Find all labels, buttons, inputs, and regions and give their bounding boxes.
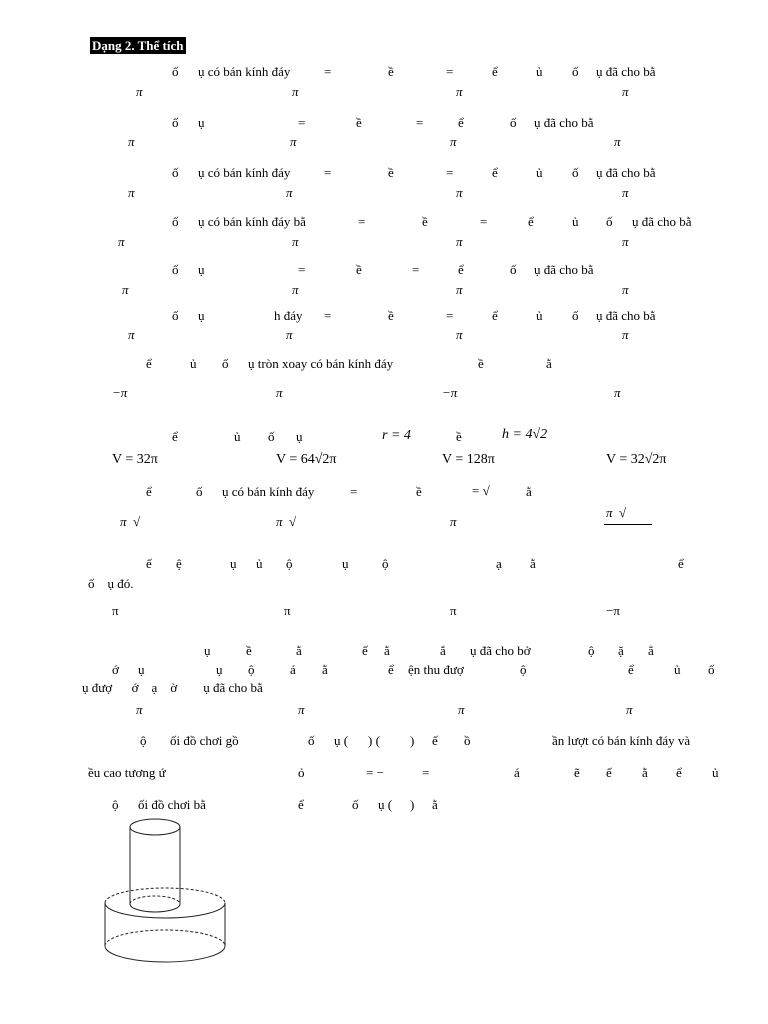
q11-text: ằ (322, 662, 328, 677)
stacked-cylinders-figure (100, 818, 230, 968)
q12-text: = (422, 765, 430, 780)
q8-text: ề (456, 429, 462, 444)
q6-text: ụ (198, 308, 205, 323)
q11-text: ằ (384, 643, 390, 658)
q10-text: ụ (342, 556, 349, 571)
q10-text: ộ (382, 556, 389, 571)
q3-text: ố (572, 165, 579, 180)
q5-text: = (298, 262, 306, 277)
q8-height: h = 4√2 (502, 427, 548, 442)
q2-text: ề (356, 115, 362, 130)
q12-text: ối đồ chơi bằ (138, 797, 206, 812)
q12-text: ố (308, 733, 315, 748)
q10-text: ạ (496, 556, 502, 571)
q12-text: ần lượt có bán kính đáy và (552, 733, 691, 748)
q2-option-c[interactable]: π (450, 134, 457, 149)
q1-text: ụ đã cho bằ (596, 64, 656, 79)
q9-option-b[interactable]: π √ (276, 514, 297, 529)
q9-text: ể (146, 484, 152, 499)
q12-text: ố (352, 797, 359, 812)
q10-option-d[interactable]: −π (606, 603, 620, 618)
q10-option-c[interactable]: π (450, 603, 457, 618)
q4-text: = (358, 214, 366, 229)
q5-text: ề (356, 262, 362, 277)
q2-text: ố (172, 115, 179, 130)
q10-text: ủ (256, 556, 263, 571)
q7-text: ề (478, 356, 484, 371)
q11-text: ằ (296, 643, 302, 658)
q8-text: ố (268, 429, 275, 444)
q7-option-a[interactable]: −π (112, 385, 128, 400)
q7-option-d[interactable]: π (614, 385, 621, 400)
q6-text: h đáy (274, 308, 303, 323)
q10-text: ệ (176, 556, 182, 571)
q2-option-b[interactable]: π (290, 134, 297, 149)
q8-text: ụ (296, 429, 303, 444)
q12-text: ể (298, 797, 304, 812)
q2-text: = (416, 115, 424, 130)
q6-option-a[interactable]: π (128, 327, 135, 342)
q12-text: ều cao tương ứ (88, 765, 166, 780)
q2-text: ố (510, 115, 517, 130)
q6-text: = (446, 308, 454, 323)
q9-text: ằ (526, 484, 532, 499)
q11-text-line3: ụ đượ ớ ạ ờ ụ đã cho bằ (82, 680, 263, 695)
q3-option-d[interactable]: π (622, 185, 629, 200)
q1-text: ụ có bán kính đáy (198, 64, 291, 79)
q9-text: ụ có bán kính đáy (222, 484, 315, 499)
q9-text: ố (196, 484, 203, 499)
q4-text: ề (422, 214, 428, 229)
q12-text: ằ (432, 797, 438, 812)
q4-option-c[interactable]: π (456, 234, 463, 249)
small-cylinder-bottom-front (130, 904, 180, 912)
q11-text: ể (388, 662, 394, 677)
fraction-bar (604, 524, 652, 525)
q8-option-d[interactable]: V = 32√2π (606, 452, 667, 467)
q1-text: ố (172, 64, 179, 79)
q12-text: = − (366, 765, 384, 780)
q8-option-b[interactable]: V = 64√2π (276, 452, 337, 467)
q1-option-a[interactable]: π (136, 84, 143, 99)
q2-text: ụ (198, 115, 205, 130)
q11-text: ện thu đượ (408, 662, 464, 677)
q4-option-b[interactable]: π (292, 234, 299, 249)
q8-radius: r = 4 (382, 428, 411, 443)
q11-text: ẳ (648, 643, 654, 658)
q12-text: ụ ( (378, 797, 393, 812)
q4-text: = (480, 214, 488, 229)
q11-text: ộ (588, 643, 595, 658)
q1-text: ủ (536, 64, 543, 79)
q4-text: ụ có bán kính đáy bằ (198, 214, 306, 229)
q5-text: ố (172, 262, 179, 277)
small-cylinder-bottom-back (130, 896, 180, 904)
q5-text: = (412, 262, 420, 277)
q12-text: ế (606, 765, 612, 780)
q11-text: ớ (112, 662, 119, 677)
q11-text: ể (628, 662, 634, 677)
q12-text: ụ ( (334, 733, 349, 748)
q7-text: ụ tròn xoay có bán kính đáy (248, 356, 394, 371)
q12-text: ồ (464, 733, 471, 748)
q10-text-line2: ố ụ đó. (88, 576, 134, 591)
q11-text: ố (708, 662, 715, 677)
q11-text: ụ (204, 643, 211, 658)
q8-option-a[interactable]: V = 32π (112, 452, 158, 467)
q1-text: = (446, 64, 454, 79)
q4-option-d[interactable]: π (622, 234, 629, 249)
q11-option-d[interactable]: π (626, 702, 633, 717)
q5-option-b[interactable]: π (292, 282, 299, 297)
q6-text: ủ (536, 308, 543, 323)
q11-text: ế (362, 643, 368, 658)
q2-option-d[interactable]: π (614, 134, 621, 149)
q4-text: ủ (572, 214, 579, 229)
q5-option-d[interactable]: π (622, 282, 629, 297)
q11-text: á (290, 662, 296, 677)
q6-text: ề (388, 308, 394, 323)
q7-text: ố (222, 356, 229, 371)
q2-text: ụ đã cho bằ (534, 115, 594, 130)
q10-option-b[interactable]: π (284, 603, 291, 618)
q6-text: ụ đã cho bằ (596, 308, 656, 323)
q6-text: = (324, 308, 332, 323)
q5-text: ụ (198, 262, 205, 277)
q12-text: ỏ (298, 765, 305, 780)
q10-text: ế (146, 556, 152, 571)
q3-text: ụ có bán kính đáy (198, 165, 291, 180)
q7-text: ủ (190, 356, 197, 371)
q8-text: ể (172, 429, 178, 444)
q10-text: ể (678, 556, 684, 571)
large-cylinder-top-front (105, 903, 225, 918)
q4-text: ụ đã cho bằ (632, 214, 692, 229)
q12-text: ế (432, 733, 438, 748)
q12-text: ằ (642, 765, 648, 780)
q7-option-c[interactable]: −π (442, 385, 458, 400)
q12-text: ) ( (368, 733, 380, 748)
q10-text: ụ (230, 556, 237, 571)
q2-text: ể (458, 115, 464, 130)
q11-text: ụ (138, 662, 145, 677)
q10-text: ộ (286, 556, 293, 571)
q4-text: ể (528, 214, 534, 229)
q3-text: ủ (536, 165, 543, 180)
q11-option-b[interactable]: π (298, 702, 305, 717)
q12-text: ộ (112, 797, 119, 812)
q1-text: ố (572, 64, 579, 79)
q6-option-c[interactable]: π (456, 327, 463, 342)
q6-option-d[interactable]: π (622, 327, 629, 342)
q3-text: = (446, 165, 454, 180)
q12-text: ộ (140, 733, 147, 748)
q6-option-b[interactable]: π (286, 327, 293, 342)
q1-text: ề (388, 64, 394, 79)
q3-option-a[interactable]: π (128, 185, 135, 200)
q7-option-b[interactable]: π (276, 385, 283, 400)
q7-text: ể (146, 356, 152, 371)
q3-option-b[interactable]: π (286, 185, 293, 200)
q9-option-a[interactable]: π √ (120, 514, 141, 529)
large-cylinder-top-back (105, 888, 225, 903)
q11-option-c[interactable]: π (458, 702, 465, 717)
q8-option-c[interactable]: V = 128π (442, 452, 495, 467)
q9-text: = √ (472, 483, 490, 498)
q3-option-c[interactable]: π (456, 185, 463, 200)
q11-text: ụ (216, 662, 223, 677)
q12-text: á (514, 765, 520, 780)
q11-text: ộ (520, 662, 527, 677)
small-cylinder-top (130, 819, 180, 835)
q1-option-b[interactable]: π (292, 84, 299, 99)
q1-option-d[interactable]: π (622, 84, 629, 99)
q8-text: ủ (234, 429, 241, 444)
q1-text: = (324, 64, 332, 79)
q12-text: ể (676, 765, 682, 780)
q2-text: = (298, 115, 306, 130)
q5-text: ể (458, 262, 464, 277)
q9-option-d[interactable]: π √ (606, 505, 627, 520)
q3-text: ụ đã cho bằ (596, 165, 656, 180)
q3-text: ề (388, 165, 394, 180)
q3-text: = (324, 165, 332, 180)
q5-text: ụ đã cho bằ (534, 262, 594, 277)
q11-text: ộ (248, 662, 255, 677)
q5-option-c[interactable]: π (456, 282, 463, 297)
q6-text: ể (492, 308, 498, 323)
q1-text: ể (492, 64, 498, 79)
q11-text: ủ (674, 662, 681, 677)
q6-text: ố (172, 308, 179, 323)
q9-text: ề (416, 484, 422, 499)
q11-text: ề (246, 643, 252, 658)
q2-option-a[interactable]: π (128, 134, 135, 149)
q10-option-a[interactable]: π (112, 603, 119, 618)
q7-text: ằ (546, 356, 552, 371)
q1-option-c[interactable]: π (456, 84, 463, 99)
q12-text: ẽ (574, 765, 580, 780)
large-cylinder-bottom-back (105, 930, 225, 946)
q11-text: ụ đã cho bở (470, 643, 531, 658)
q3-text: ố (172, 165, 179, 180)
q9-option-c[interactable]: π (450, 514, 457, 529)
q5-text: ố (510, 262, 517, 277)
q12-text: ) (410, 797, 415, 812)
large-cylinder-bottom-front (105, 946, 225, 962)
q4-text: ố (606, 214, 613, 229)
q12-text: ối đồ chơi gồ (170, 733, 239, 748)
q4-text: ố (172, 214, 179, 229)
q12-text: ) (410, 733, 415, 748)
q9-text: = (350, 484, 358, 499)
section-title: Dạng 2. Thể tích (92, 38, 184, 53)
q10-text: ằ (530, 556, 536, 571)
q3-text: ể (492, 165, 498, 180)
q11-text: ặ (618, 643, 624, 658)
q6-text: ố (572, 308, 579, 323)
q5-option-a[interactable]: π (122, 282, 129, 297)
q12-text: ủ (712, 765, 719, 780)
q11-option-a[interactable]: π (136, 702, 143, 717)
q4-option-a[interactable]: π (118, 234, 125, 249)
q11-text: ắ (440, 643, 446, 658)
